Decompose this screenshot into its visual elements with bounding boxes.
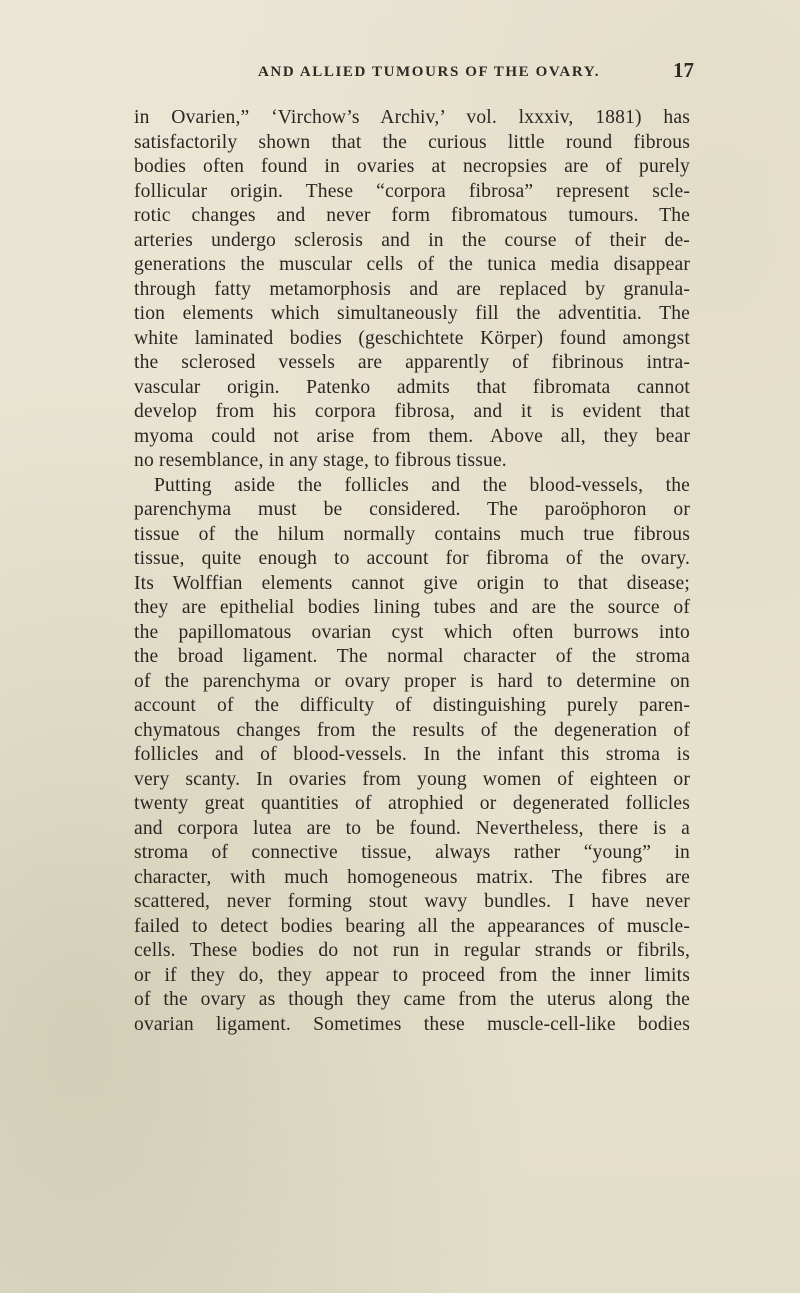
text-line: vascular origin. Patenko admits that fibromata cannot xyxy=(134,376,690,398)
text-line: the broad ligament. The normal character of the stroma xyxy=(134,646,690,667)
text-line: stroma of connective tissue, always rather “young” in xyxy=(134,842,690,863)
text-line: ovarian ligament. Sometimes these muscle-cell-like bodies xyxy=(134,1013,690,1035)
text-line: follicles and of blood-vessels. In the infant this stroma is xyxy=(134,744,690,765)
text-line: failed to detect bodies bearing all the appearances of muscle- xyxy=(134,915,690,937)
text-line: cells. These bodies do not run in regular strands or fibrils, xyxy=(134,940,690,961)
text-line: in Ovarien,” ‘Virchow’s Archiv,’ vol. lxxxiv, 1881) has xyxy=(134,107,690,128)
text-line: of the ovary as though they came from the uterus along the xyxy=(134,989,690,1010)
text-line: character, with much homogeneous matrix. The fibres are xyxy=(134,866,690,888)
text-line: the papillomatous ovarian cyst which often burrows into xyxy=(134,621,690,643)
text-line: tion elements which simultaneously fill the adventitia. The xyxy=(134,303,690,324)
text-line: rotic changes and never form fibromatous tumours. The xyxy=(134,205,690,226)
text-line: very scanty. In ovaries from young women of eighteen or xyxy=(134,768,690,790)
text-line: chymatous changes from the results of the degeneration of xyxy=(134,719,690,741)
body-text xyxy=(134,106,690,1037)
text-line: white laminated bodies (geschichtete Körper) found amongst xyxy=(134,327,690,349)
text-line: Its Wolffian elements cannot give origin to that disease; xyxy=(134,572,690,594)
text-line: and corpora lutea are to be found. Nevertheless, there is a xyxy=(134,817,690,839)
text-line: generations the muscular cells of the tunica media disappear xyxy=(134,254,690,275)
running-head xyxy=(0,60,800,90)
text-line: scattered, never forming stout wavy bundles. I have never xyxy=(134,891,690,912)
running-head-title: AND ALLIED TUMOURS OF THE OVARY. xyxy=(258,64,601,80)
text-line: the sclerosed vessels are apparently of fibrinous intra- xyxy=(134,352,690,373)
text-line: through fatty metamorphosis and are replaced by granula- xyxy=(134,278,690,300)
paragraph-start-line: Putting aside the follicles and the blood-vessels, the xyxy=(154,474,690,496)
text-line: tissue of the hilum normally contains much true fibrous xyxy=(134,523,690,545)
text-line: myoma could not arise from them. Above all, they bear xyxy=(134,425,690,447)
text-line: of the parenchyma or ovary proper is hard to determine on xyxy=(134,670,690,692)
paragraph-end-line: no resemblance, in any stage, to fibrous tissue. xyxy=(134,450,507,471)
text-line: arteries undergo sclerosis and in the course of their de- xyxy=(134,229,690,251)
text-line: they are epithelial bodies lining tubes and are the source of xyxy=(134,597,690,618)
text-line: satisfactorily shown that the curious little round fibrous xyxy=(134,131,690,153)
text-line: bodies often found in ovaries at necropsies are of purely xyxy=(134,156,690,177)
text-line: follicular origin. These “corpora fibrosa” represent scle- xyxy=(134,180,690,202)
text-line: or if they do, they appear to proceed from the inner limits xyxy=(134,964,690,986)
text-line: parenchyma must be considered. The paroöphoron or xyxy=(134,499,690,520)
text-line: twenty great quantities of atrophied or degenerated follicles xyxy=(134,793,690,814)
page-number: 17 xyxy=(673,58,694,82)
text-line: account of the difficulty of distinguishing purely paren- xyxy=(134,695,690,716)
text-line: develop from his corpora fibrosa, and it is evident that xyxy=(134,401,690,422)
text-line: tissue, quite enough to account for fibroma of the ovary. xyxy=(134,548,690,569)
